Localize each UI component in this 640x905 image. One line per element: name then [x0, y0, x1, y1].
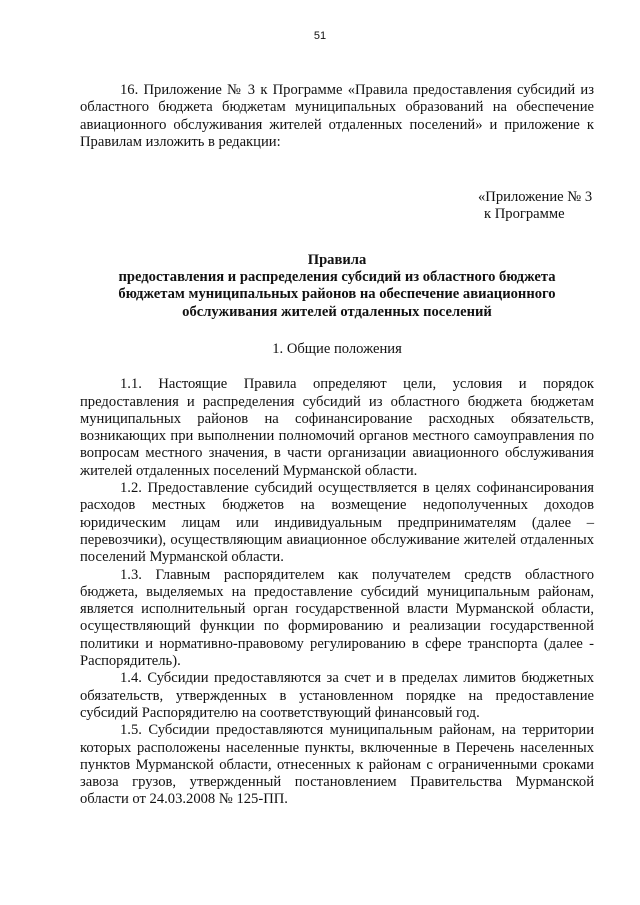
section-heading: 1. Общие положения — [272, 340, 402, 357]
page-number: 51 — [313, 30, 327, 42]
clauses-list — [80, 376, 594, 808]
clause-1-2: 1.2. Предоставление субсидий осуществляется в целях софинансирования расходов местных бюджетов на возмещение недополученных доходов юридическим лицам или индивидуальным предпринимателям (далее – перевозчики), осуществляющим авиационное обслуживание жителей отдаленных поселений Мурманской области. — [80, 480, 594, 566]
document-body — [80, 82, 594, 809]
clause-1-3: 1.3. Главным распорядителем как получателем средств областного бюджета, выделяемых на предоставление субсидий муниципальным районам, является исполнительный орган государственной власти Мурманской области, осуществляющий функции по формированию и реализации государственной политики и нормативно-правовому регулированию в сфере транспорта (далее - Распорядитель). — [80, 566, 594, 670]
title-line-2: предоставления и распределения субсидий из областного бюджета — [118, 269, 556, 286]
appendix-line-1: «Приложение № 3 — [478, 189, 593, 206]
appendix-line-2: к Программе — [484, 206, 565, 223]
intro-paragraph: 16. Приложение № 3 к Программе «Правила предоставления субсидий из областного бюджета бюджетам муниципальных образований на обеспечение авиационного обслуживания жителей отдаленных поселений» и приложение к Правилам изложить в редакции: — [80, 82, 594, 150]
title-line-3: бюджетам муниципальных районов на обеспечение авиационного — [118, 286, 556, 303]
clause-1-4: 1.4. Субсидии предоставляются за счет и в пределах лимитов бюджетных обязательств, утвержденных в установленном порядке на предоставление субсидий Распорядителю на соответствующий финансовый год. — [80, 670, 594, 721]
title-line-1: Правила — [307, 251, 367, 268]
clause-1-1: 1.1. Настоящие Правила определяют цели, условия и порядок предоставления и распределения субсидий из областного бюджета бюджетам муниципальных районов на софинансирование расходных обязательств, возникающих при выполнении полномочий органов местного самоуправления по вопросам местного значения, в части организации авиационного обслуживания жителей отдаленных поселений Мурманской области. — [80, 376, 594, 479]
appendix-reference — [478, 189, 594, 224]
clause-1-5: 1.5. Субсидии предоставляются муниципальным районам, на территории которых расположены населенные пункты, включенные в Перечень населенных пунктов Мурманской области, отнесенных к районам с ограниченными сроками завоза грузов, утвержденный постановлением Правительства Мурманской области от 24.03.2008 № 125-ПП. — [80, 722, 594, 808]
document-title — [80, 252, 594, 321]
title-line-4: обслуживания жителей отдаленных поселений — [182, 303, 492, 320]
